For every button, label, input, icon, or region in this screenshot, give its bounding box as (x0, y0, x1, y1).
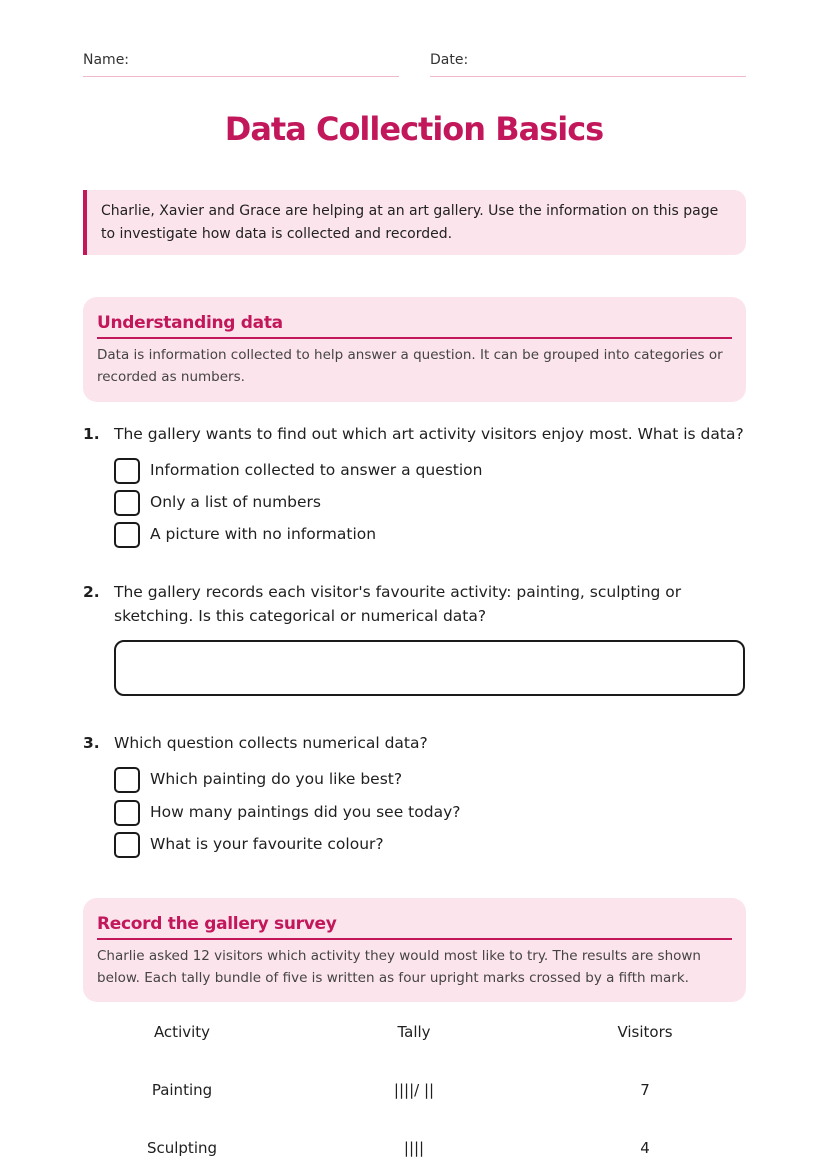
page-title: Data Collection Basics (224, 110, 604, 148)
date-label: Date: (430, 52, 469, 68)
checkbox[interactable] (114, 767, 140, 793)
record-survey-box (83, 898, 746, 1002)
table-cell-visitors: 4 (640, 1139, 650, 1157)
option-label: Information collected to answer a question (150, 461, 483, 479)
question-number: 1. (83, 425, 100, 443)
q2-answer-box[interactable] (114, 640, 745, 696)
option-label: A picture with no information (150, 525, 377, 543)
name-line (83, 76, 399, 77)
question-text: The gallery wants to find out which art activity visitors enjoy most. What is data? (114, 425, 744, 443)
date-line (430, 76, 746, 77)
option-label: Only a list of numbers (150, 493, 321, 511)
table-cell-visitors: 7 (640, 1081, 650, 1099)
understanding-data-title: Understanding data (97, 311, 732, 339)
option-label: How many paintings did you see today? (150, 803, 461, 821)
question-text: The gallery records each visitor's favourite activity: painting, sculpting or sketching. Is this categorical or numerical data? (114, 583, 682, 625)
record-survey-text: Charlie asked 12 visitors which activity they would most like to try. The results are shown below. Each tally bundle of five is written as four upright marks crossed by a fifth mark. (97, 948, 701, 986)
name-field[interactable] (83, 52, 399, 68)
question-number: 3. (83, 734, 100, 752)
checkbox[interactable] (114, 458, 140, 484)
table-cell-tally: |||| (403, 1139, 425, 1157)
checkbox[interactable] (114, 522, 140, 548)
understanding-data-box (83, 297, 746, 402)
checkbox[interactable] (114, 800, 140, 826)
intro-callout: Charlie, Xavier and Grace are helping at an art gallery. Use the information on this page to investigate how data is collected and recorded. (83, 190, 746, 255)
date-field[interactable] (430, 52, 746, 68)
question-number: 2. (83, 583, 100, 601)
option-label: What is your favourite colour? (150, 835, 384, 853)
record-survey-title: Record the gallery survey (97, 912, 732, 940)
table-header-visitors: Visitors (617, 1023, 673, 1041)
checkbox[interactable] (114, 832, 140, 858)
table-header-tally: Tally (397, 1023, 431, 1041)
name-label: Name: (83, 52, 130, 68)
table-cell-activity: Sculpting (146, 1139, 218, 1157)
question-text: Which question collects numerical data? (114, 734, 428, 752)
table-cell-activity: Painting (151, 1081, 213, 1099)
table-header-activity: Activity (153, 1023, 211, 1041)
table-cell-tally: ||||/ || (393, 1081, 435, 1099)
option-label: Which painting do you like best? (150, 770, 403, 788)
understanding-data-text: Data is information collected to help answer a question. It can be grouped into categories or recorded as numbers. (97, 347, 723, 385)
checkbox[interactable] (114, 490, 140, 516)
